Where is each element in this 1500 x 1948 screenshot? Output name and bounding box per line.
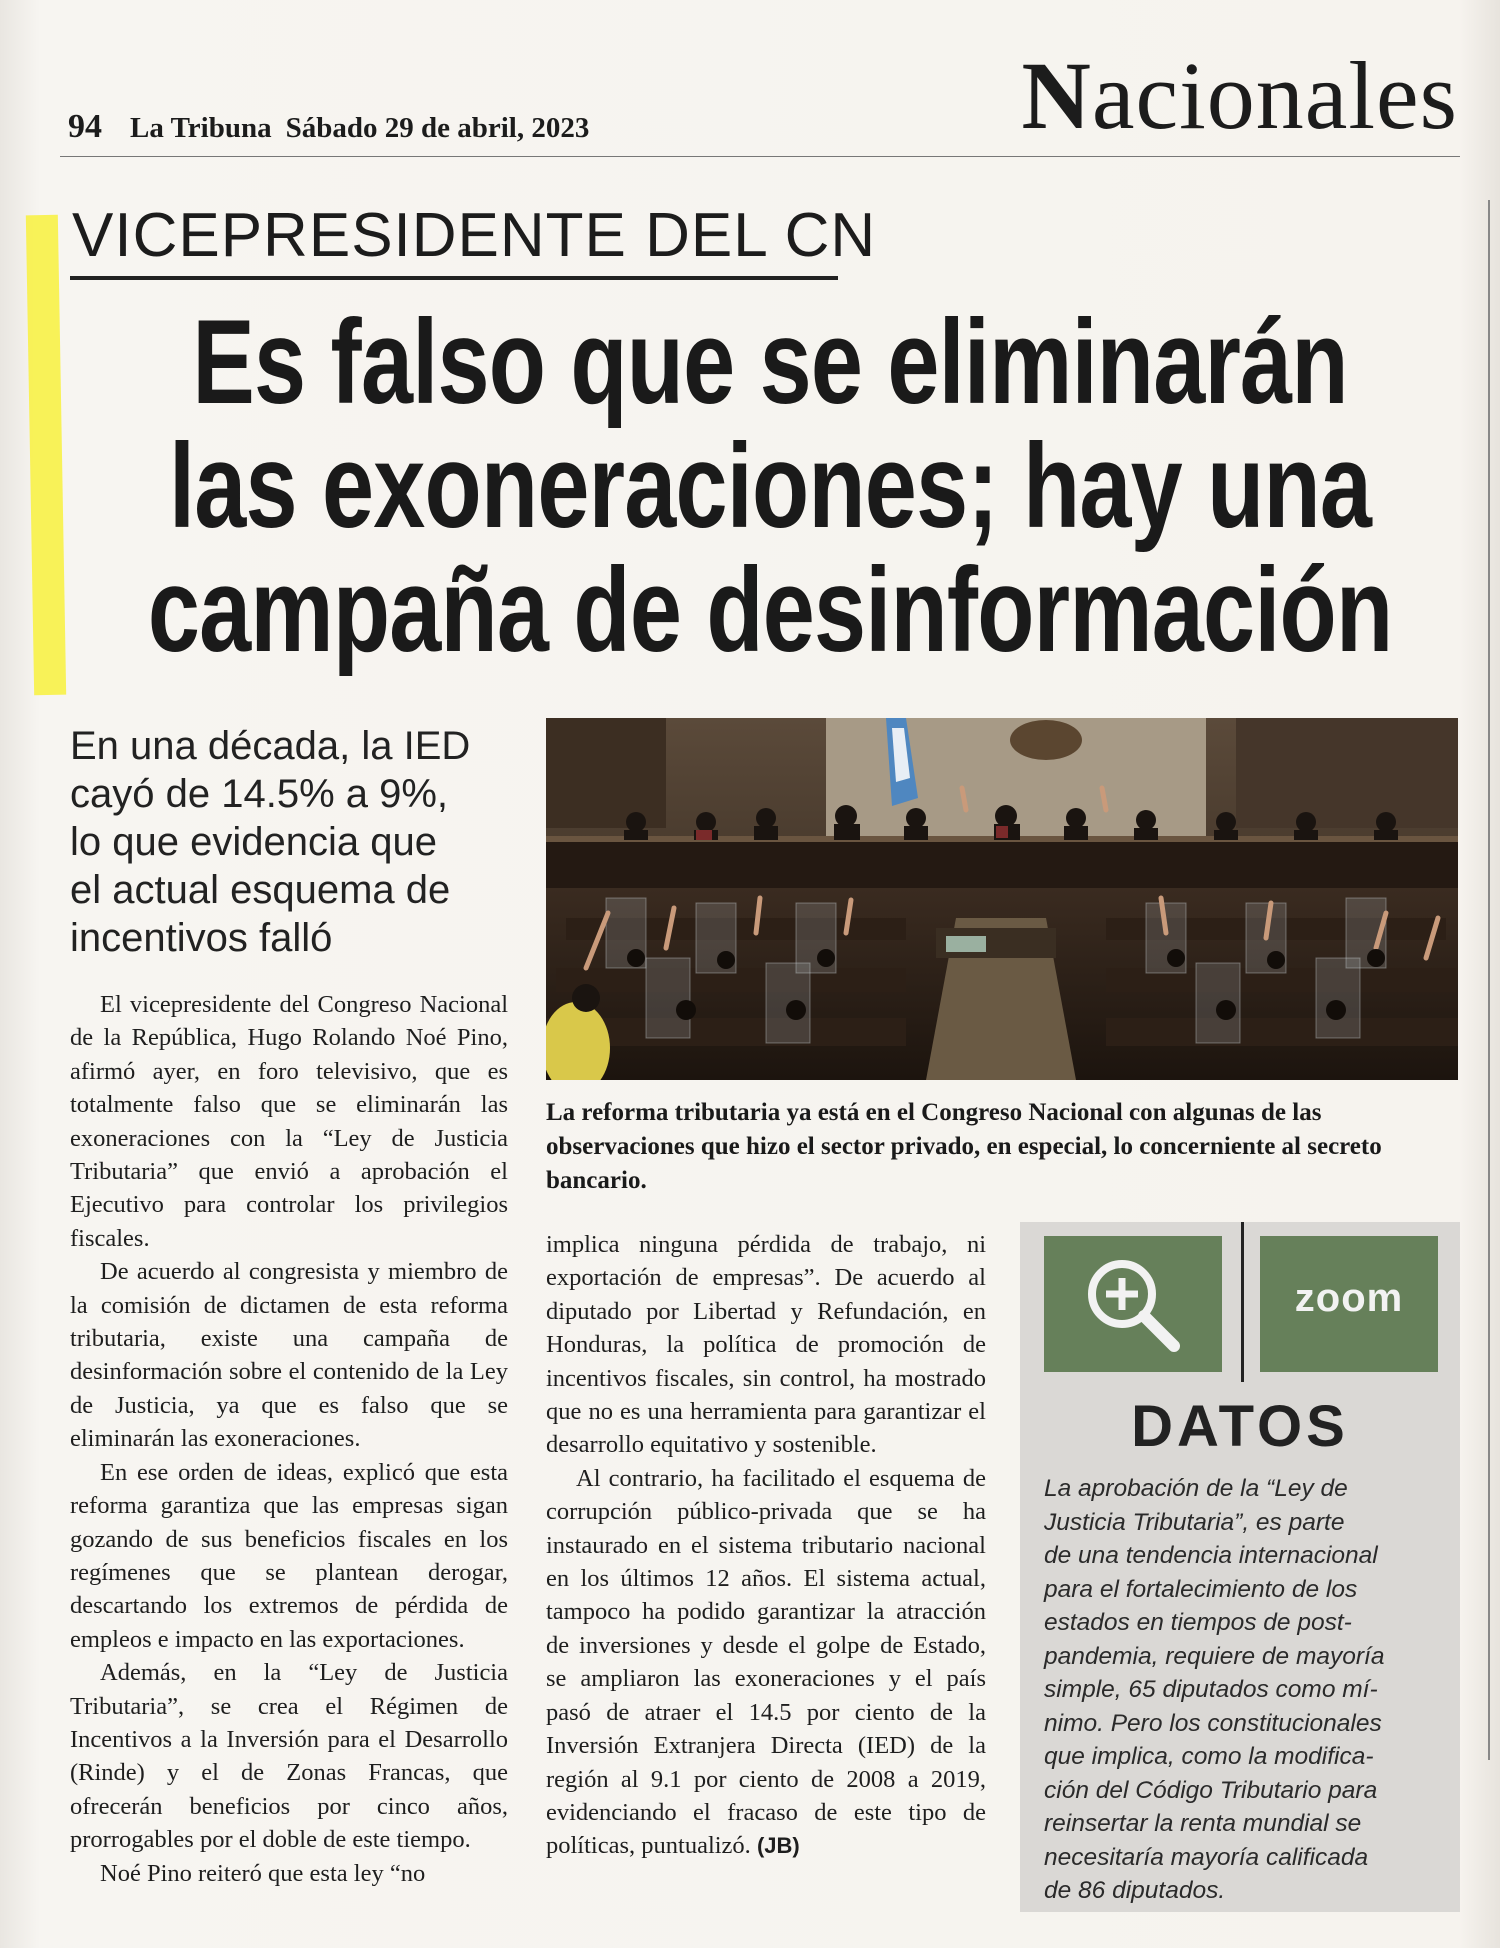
body-paragraph	[546, 1462, 986, 1863]
article-column-1	[70, 988, 508, 1890]
deck	[70, 722, 530, 962]
headline	[72, 295, 1468, 677]
datos-line: simple, 65 diputados como mí-	[1044, 1676, 1378, 1703]
datos-line: que implica, como la modifica-	[1044, 1743, 1374, 1770]
datos-line: reinsertar la renta mundial se	[1044, 1810, 1362, 1837]
zoom-label-tile	[1260, 1236, 1438, 1372]
body-paragraph: El vicepresidente del Congreso Nacional de la República, Hugo Rolando Noé Pino, afirmó ayer, en foro televisivo, que es totalmente falso que se eliminarán las exoneraciones con la “Ley de Justicia Tributaria” que envió a aprobación el Ejecutivo para controlar los privilegios fiscales.	[70, 991, 508, 1252]
zoom-icon-tile	[1044, 1236, 1222, 1372]
headline-line: las exoneraciones; hay una	[168, 419, 1372, 553]
datos-line: de una tendencia internacional	[1044, 1542, 1378, 1569]
datos-line: para el fortalecimiento de los	[1044, 1575, 1358, 1603]
deck-line: el actual esquema de	[70, 868, 451, 912]
publication-name: La Tribuna	[130, 112, 272, 144]
header-rule	[60, 156, 1460, 157]
body-paragraph: Además, en la “Ley de Justicia Tributaria”, se crea el Régimen de Incentivos a la Inversión para el Desarrollo (Rinde) y el de Zonas Francas, que ofrecerán beneficios por cinco años, prorrogables por el doble de este tiempo.	[70, 1659, 508, 1854]
datos-title: DATOS	[1131, 1394, 1349, 1459]
zoom-label: zoom	[1294, 1276, 1404, 1320]
body-paragraph-text: Al contrario, ha facilitado el esquema de corrupción público-privada que se ha instaurado en el sistema tributario nacional en los últimos 12 años. El sistema actual, tampoco ha podido garantizar la atracción de inversiones y desde el golpe de Estado, se ampliaron las exoneraciones y el país pasó de atraer el 14.5 por ciento de la Inversión Extranjera Directa (IED) de la región al 9.1 por ciento de 2008 a 2019, evidenciando el fracaso de este tipo de políticas, puntualizó.	[546, 1464, 986, 1860]
deck-line: En una década, la IED	[70, 724, 471, 768]
deck-line: cayó de 14.5% a 9%,	[70, 772, 449, 816]
section-initial: N	[1021, 42, 1092, 149]
zoom-divider	[1241, 1222, 1244, 1382]
publication-date: Sábado 29 de abril, 2023	[285, 112, 590, 144]
datos-line: Justicia Tributaria”, es parte	[1044, 1508, 1345, 1536]
page-number: 94	[68, 108, 102, 145]
datos-line: pandemia, requiere de mayoría	[1044, 1642, 1385, 1670]
datos-line: La aprobación de la “Ley de	[1044, 1475, 1348, 1502]
datos-line: nimo. Pero los constitucionales	[1044, 1709, 1382, 1737]
author-signature: (JB)	[756, 1833, 800, 1859]
photo-caption: La reforma tributaria ya está en el Congreso Nacional con algunas de las observaciones que hizo el sector privado, en especial, lo concerniente al secreto bancario.	[546, 1099, 1382, 1194]
datos-line: estados en tiempos de post-	[1044, 1609, 1352, 1636]
magnifier-plus-icon	[1044, 1236, 1222, 1372]
section-title	[1021, 42, 1458, 149]
kicker-underline	[70, 276, 838, 280]
section-rest: acionales	[1091, 42, 1458, 149]
kicker: VICEPRESIDENTE DEL CN	[72, 201, 877, 270]
folio-line	[68, 108, 589, 146]
body-paragraph: Noé Pino reiteró que esta ley “no	[100, 1859, 426, 1887]
congress-photo	[546, 718, 1458, 1080]
datos-text	[1044, 1472, 1442, 1908]
body-paragraph: En ese orden de ideas, explicó que esta reforma garantiza que las empresas sigan gozando de sus beneficios fiscales en los regímenes que se plantean derogar, descartando los extremos de pérdida de empleos e impacto en las exportaciones.	[70, 1458, 508, 1653]
deck-line: incentivos falló	[70, 916, 333, 960]
headline-line: Es falso que se eliminarán	[192, 295, 1348, 429]
body-paragraph: implica ninguna pérdida de trabajo, ni exportación de empresas”. De acuerdo al diputado por Libertad y Refundación, en Honduras, la política de promoción de incentivos fiscales, sin control, ha mostrado que no es una herramienta para garantizar el desarrollo equitativo y sostenible.	[546, 1231, 986, 1459]
body-paragraph: De acuerdo al congresista y miembro de la comisión de dictamen de esta reforma tributaria, existe una campaña de desinformación sobre el contenido de la Ley de Justicia, ya que es falso que se eliminarán las exoneraciones.	[70, 1258, 508, 1453]
headline-line: campaña de desinformación	[147, 543, 1393, 677]
datos-line: de 86 diputados.	[1044, 1877, 1226, 1904]
datos-line: necesitaría mayoría calificada	[1044, 1843, 1369, 1871]
column-rule	[1488, 200, 1490, 1760]
congress-photo-illustration	[546, 718, 1458, 1080]
article-column-2	[546, 1228, 986, 1863]
datos-line: ción del Código Tributario para	[1044, 1776, 1378, 1804]
highlighter-mark	[26, 215, 66, 695]
deck-line: lo que evidencia que	[70, 820, 437, 864]
datos-sidebar	[1020, 1222, 1460, 1912]
